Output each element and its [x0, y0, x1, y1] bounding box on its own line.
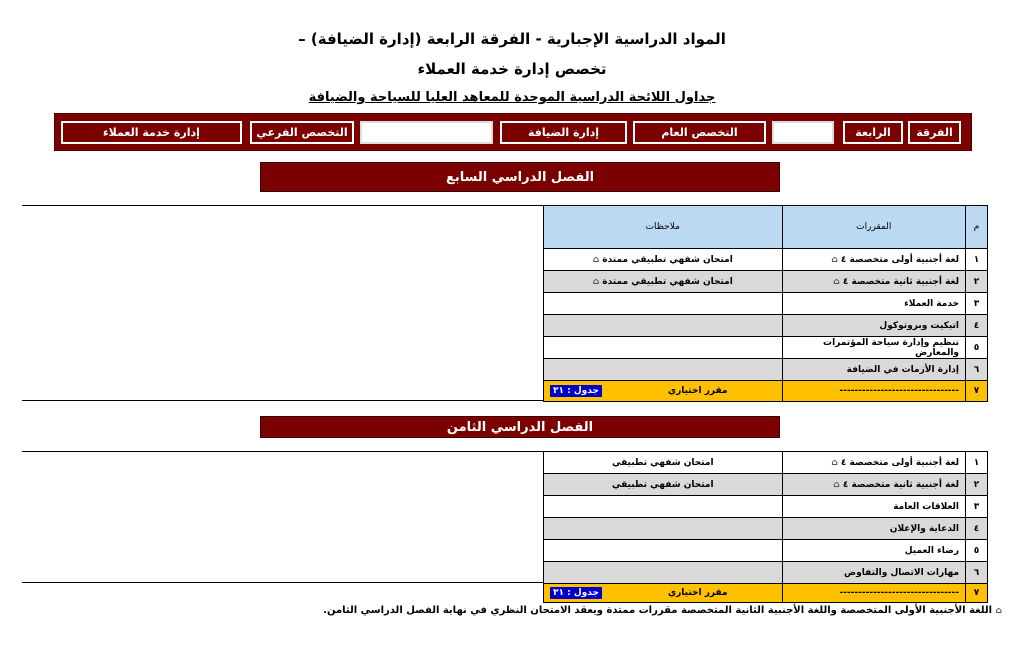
pillar-icon: ⌂: [592, 276, 600, 287]
table-reference: جدول : ٣١: [550, 385, 602, 397]
row-note: [544, 518, 783, 540]
semester8-top-line: [22, 451, 544, 452]
row-note: [544, 496, 783, 518]
table-row: [544, 562, 988, 584]
semester7-banner: الفصل الدراسي السابع: [260, 162, 780, 192]
year-label: الفرقة: [908, 121, 961, 144]
year-value: الرابعة: [843, 121, 903, 144]
row-num: ٥: [966, 540, 988, 562]
elective-dashes: --------------------------------: [782, 584, 965, 603]
row-num: ٣: [966, 293, 988, 315]
pillar-icon: ⌂: [833, 276, 840, 287]
specialization-title: تخصص إدارة خدمة العملاء: [417, 60, 607, 78]
row-course: خدمة العملاء: [782, 293, 965, 315]
info-bar: [54, 113, 972, 151]
row-num: ٣: [966, 496, 988, 518]
elective-row: [544, 381, 988, 402]
row-note: [544, 562, 783, 584]
subtitle-text: جداول اللائحة الدراسية الموحدة للمعاهد العليا للسياحة والضيافة: [308, 90, 716, 105]
elective-label: مقرر اختياري: [667, 588, 728, 598]
row-note: [544, 271, 783, 293]
row-note: [544, 315, 783, 337]
semester8-table: [543, 451, 988, 603]
sub-spec-value: إدارة خدمة العملاء: [61, 121, 242, 144]
row-course: رضاء العميل: [782, 540, 965, 562]
row-course: تنظيم وإدارة سياحة المؤتمرات والمعارض: [782, 337, 965, 359]
semester8-bottom-line: [22, 582, 544, 583]
row-num: ٢: [966, 271, 988, 293]
table-row: [544, 337, 988, 359]
row-course: مهارات الاتصال والتفاوض: [782, 562, 965, 584]
row-num: ٥: [966, 337, 988, 359]
row-note: [544, 540, 783, 562]
row-num: ٦: [966, 359, 988, 381]
table-row: [544, 293, 988, 315]
row-num: ٢: [966, 474, 988, 496]
table-row: [544, 315, 988, 337]
general-spec-value: إدارة الضيافة: [500, 121, 627, 144]
row-num: ٤: [966, 315, 988, 337]
table-row: [544, 271, 988, 293]
row-course: اتيكيت وبروتوكول: [782, 315, 965, 337]
row-course: إدارة الأزمات في الضيافة: [782, 359, 965, 381]
pillar-icon: ⌂: [831, 254, 838, 265]
row-course: [782, 474, 965, 496]
col-num-header: م: [966, 206, 988, 249]
table-row: [544, 249, 988, 271]
course-name: لغة أجنبية ثانية متخصصة ٤: [842, 276, 960, 287]
sub-spec-label: التخصص الفرعي: [250, 121, 354, 144]
note-text: امتحان شفهي تطبيقي ممتدة: [602, 254, 733, 265]
footnote: [323, 605, 1002, 616]
elective-dashes: --------------------------------: [782, 381, 965, 402]
pillar-icon: ⌂: [833, 479, 840, 490]
elective-note: [544, 381, 783, 402]
table-row: [544, 474, 988, 496]
pillar-icon: ⌂: [592, 254, 600, 265]
row-course: [782, 452, 965, 474]
row-num: ١: [966, 452, 988, 474]
row-course: [782, 271, 965, 293]
document-title: المواد الدراسية الإجبارية - الفرقة الرابعة (إدارة الضيافة) –: [298, 30, 726, 48]
col-course-header: المقررات: [782, 206, 965, 249]
pillar-icon: ⌂: [995, 606, 1002, 616]
row-num: ٧: [966, 381, 988, 402]
row-course: الدعاية والإعلان: [782, 518, 965, 540]
table-row: [544, 452, 988, 474]
general-spec-label: التخصص العام: [633, 121, 766, 144]
table-row: [544, 496, 988, 518]
course-name: لغة أجنبية ثانية متخصصة ٤: [842, 479, 960, 490]
course-name: لغة أجنبية أولى متخصصة ٤: [840, 254, 960, 265]
row-num: ٤: [966, 518, 988, 540]
footnote-text: اللغة الأجنبية الأولى المتخصصة واللغة الأجنبية الثانية المتخصصة مقررات ممتدة ويعقد الامتحان النظري في نهاية الفصل الدراسي الثامن.: [323, 605, 993, 616]
row-course: [782, 249, 965, 271]
row-note: امتحان شفهي تطبيقي: [544, 474, 783, 496]
row-note: [544, 249, 783, 271]
document-subtitle: [0, 90, 1024, 105]
semester7-table: [543, 205, 988, 402]
row-note: [544, 293, 783, 315]
row-num: ٧: [966, 584, 988, 603]
col-notes-header: ملاحظات: [544, 206, 783, 249]
note-text: امتحان شفهي تطبيقي ممتدة: [602, 276, 733, 287]
row-note: امتحان شفهي تطبيقي: [544, 452, 783, 474]
table-reference: جدول : ٣١: [550, 587, 602, 599]
table-row: [544, 518, 988, 540]
elective-row: [544, 584, 988, 603]
course-name: لغة أجنبية أولى متخصصة ٤: [840, 457, 960, 468]
elective-note: [544, 584, 783, 603]
table-row: [544, 359, 988, 381]
semester8-banner: الفصل الدراسي الثامن: [260, 416, 780, 438]
semester7-bottom-line: [22, 400, 544, 401]
row-num: ١: [966, 249, 988, 271]
pillar-icon: ⌂: [831, 457, 838, 468]
table-row: [544, 540, 988, 562]
general-blank-field: [360, 121, 493, 144]
elective-label: مقرر اختياري: [667, 386, 728, 396]
row-note: [544, 337, 783, 359]
row-course: العلاقات العامة: [782, 496, 965, 518]
row-num: ٦: [966, 562, 988, 584]
semester7-top-line: [22, 205, 544, 206]
table-header-row: [544, 206, 988, 249]
year-blank-field: [772, 121, 834, 144]
row-note: [544, 359, 783, 381]
